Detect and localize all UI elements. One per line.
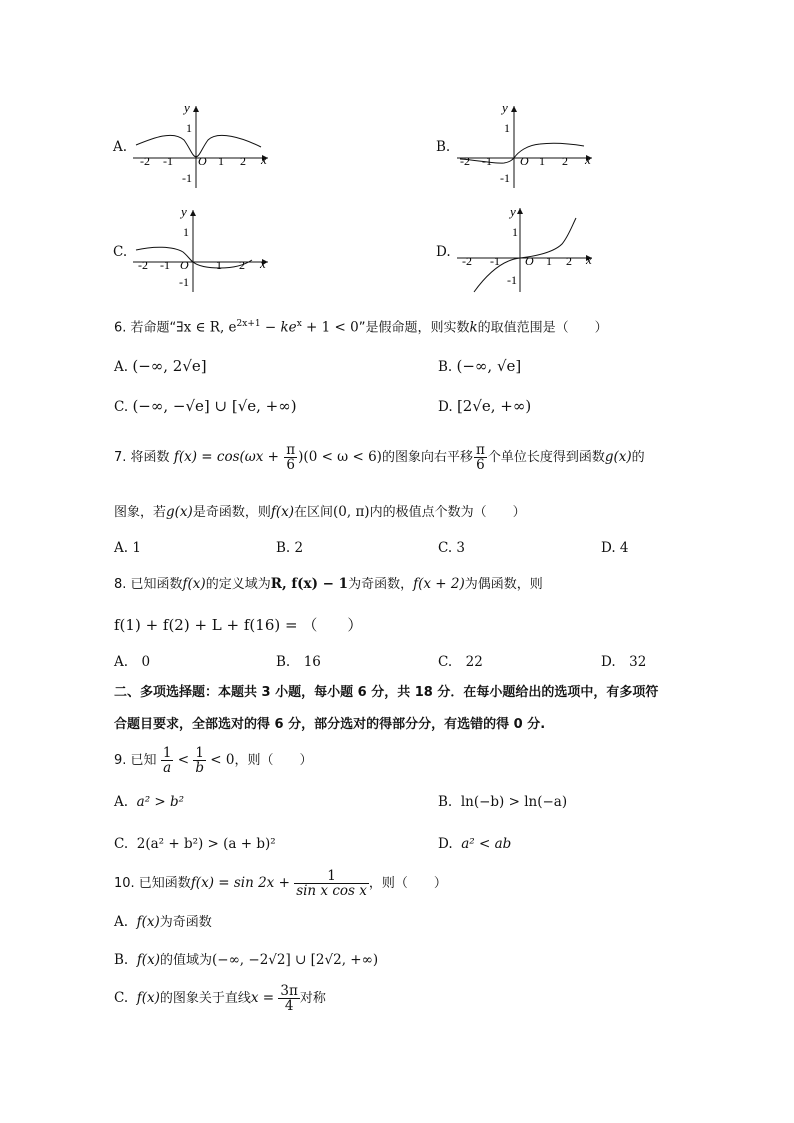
- q7-option-b[interactable]: B. 2: [276, 540, 304, 556]
- q9-option-a[interactable]: A. a² > b²: [114, 794, 185, 810]
- tick-xm2: -2: [140, 154, 150, 168]
- graph-b: [452, 100, 602, 190]
- q9-option-b[interactable]: B. ln(−b) > ln(−a): [438, 794, 568, 810]
- option-a-label: A.: [113, 139, 128, 155]
- tick-ym1: -1: [500, 171, 510, 185]
- question-10: 10. 已知函数f(x) = sin 2x + $\frac{1}{\text{sin x cos x}}$ ，则（ ）: [114, 868, 447, 899]
- graph-d: [452, 204, 602, 294]
- axis-x-label: x: [260, 256, 266, 271]
- tick-x2: 2: [239, 258, 245, 272]
- axis-y-label: y: [510, 204, 516, 219]
- q8-option-c[interactable]: C. 22: [438, 654, 483, 670]
- q10-option-a[interactable]: A. f(x)为奇函数: [114, 914, 212, 930]
- q7-option-a[interactable]: A. 1: [114, 540, 141, 556]
- axis-x-label: x: [586, 252, 592, 267]
- tick-xm1: -1: [160, 258, 170, 272]
- tick-y1: 1: [186, 121, 192, 135]
- tick-x1: 1: [218, 154, 224, 168]
- section-2-heading-line2: 合题目要求，全部选对的得 6 分，部分选对的得部分分，有选错的得 0 分.: [114, 717, 546, 732]
- tick-y1: 1: [183, 225, 189, 239]
- tick-ym1: -1: [182, 171, 192, 185]
- tick-xm1: -1: [482, 154, 492, 168]
- tick-x2: 2: [240, 154, 246, 168]
- q7-option-c[interactable]: C. 3: [438, 540, 466, 556]
- axis-x-label: x: [261, 152, 267, 167]
- q9-option-d[interactable]: D. a² < ab: [438, 836, 512, 852]
- origin-label: O: [180, 258, 189, 272]
- tick-xm2: -2: [460, 154, 470, 168]
- q6-option-c[interactable]: C. (−∞, −√e] ∪ [√e, +∞): [114, 397, 297, 415]
- tick-xm1: -1: [163, 154, 173, 168]
- option-b-label: B.: [436, 139, 451, 155]
- q10-option-c[interactable]: C. f(x)的图象关于直线x = $\frac{3\pi}{4}$ 对称: [114, 983, 326, 1014]
- question-8-line1: 8. 已知函数f(x)的定义域为R, f(x) − 1为奇函数，f(x + 2)为偶函数，则: [114, 576, 543, 592]
- axis-y-label: y: [184, 100, 190, 115]
- tick-y1: 1: [512, 225, 518, 239]
- question-8-line2: f(1) + f(2) + L + f(16) = （ ）: [114, 616, 363, 634]
- origin-label: O: [520, 154, 529, 168]
- graph-c: [128, 204, 278, 294]
- q8-option-a[interactable]: A. 0: [114, 654, 151, 670]
- option-c-label: C.: [113, 244, 128, 260]
- q9-option-c[interactable]: C. 2(a² + b²) > (a + b)²: [114, 836, 276, 852]
- q6-option-b[interactable]: B. (−∞, √e]: [438, 357, 522, 375]
- q8-option-d[interactable]: D. 32: [601, 654, 647, 670]
- option-d-label: D.: [436, 244, 451, 260]
- tick-xm2: -2: [138, 258, 148, 272]
- question-9: 9. 已知 $\frac{1}{a}$ < $\frac{1}{b}$ < 0，则（ ）: [114, 745, 313, 776]
- origin-label: O: [198, 154, 207, 168]
- axis-y-label: y: [502, 100, 508, 115]
- question-7-line2: 图象，若g(x)是奇函数，则f(x)在区间(0, π)内的极值点个数为（ ）: [114, 504, 526, 520]
- tick-xm1: -1: [490, 254, 500, 268]
- tick-x1: 1: [216, 258, 222, 272]
- q7-option-d[interactable]: D. 4: [601, 540, 629, 556]
- origin-label: O: [525, 254, 534, 268]
- axis-y-label: y: [181, 204, 187, 219]
- tick-ym1: -1: [179, 275, 189, 289]
- question-6: 6. 若命题“∃x ∈ R, $e^{2x+1} - ke^x + 1 < 0$”是假命题，则实数k的取值范围是（ ）: [114, 319, 608, 336]
- tick-ym1: -1: [507, 273, 517, 287]
- tick-x1: 1: [539, 154, 545, 168]
- axis-x-label: x: [585, 152, 591, 167]
- graph-a: [128, 100, 278, 190]
- q10-option-b[interactable]: B. f(x)的值域为(−∞, −2√2] ∪ [2√2, +∞): [114, 952, 379, 968]
- q8-option-b[interactable]: B. 16: [276, 654, 321, 670]
- tick-x1: 1: [546, 254, 552, 268]
- tick-x2: 2: [566, 254, 572, 268]
- q6-option-d[interactable]: D. [2√e, +∞): [438, 397, 532, 415]
- tick-x2: 2: [562, 154, 568, 168]
- q6-option-a[interactable]: A. (−∞, 2√e]: [114, 357, 207, 375]
- tick-xm2: -2: [462, 254, 472, 268]
- tick-y1: 1: [504, 121, 510, 135]
- section-2-heading-line1: 二、多项选择题：本题共 3 小题，每小题 6 分，共 18 分．在每小题给出的选项中，有多项符: [114, 685, 659, 700]
- question-7-line1: 7. 将函数 f(x) = cos(ωx + $\frac{\pi}{6}$ )(0 < ω < 6)的图象向右平移 $\frac{\pi}{6}$ 个单位长度得到函数g(x)的: [114, 442, 645, 473]
